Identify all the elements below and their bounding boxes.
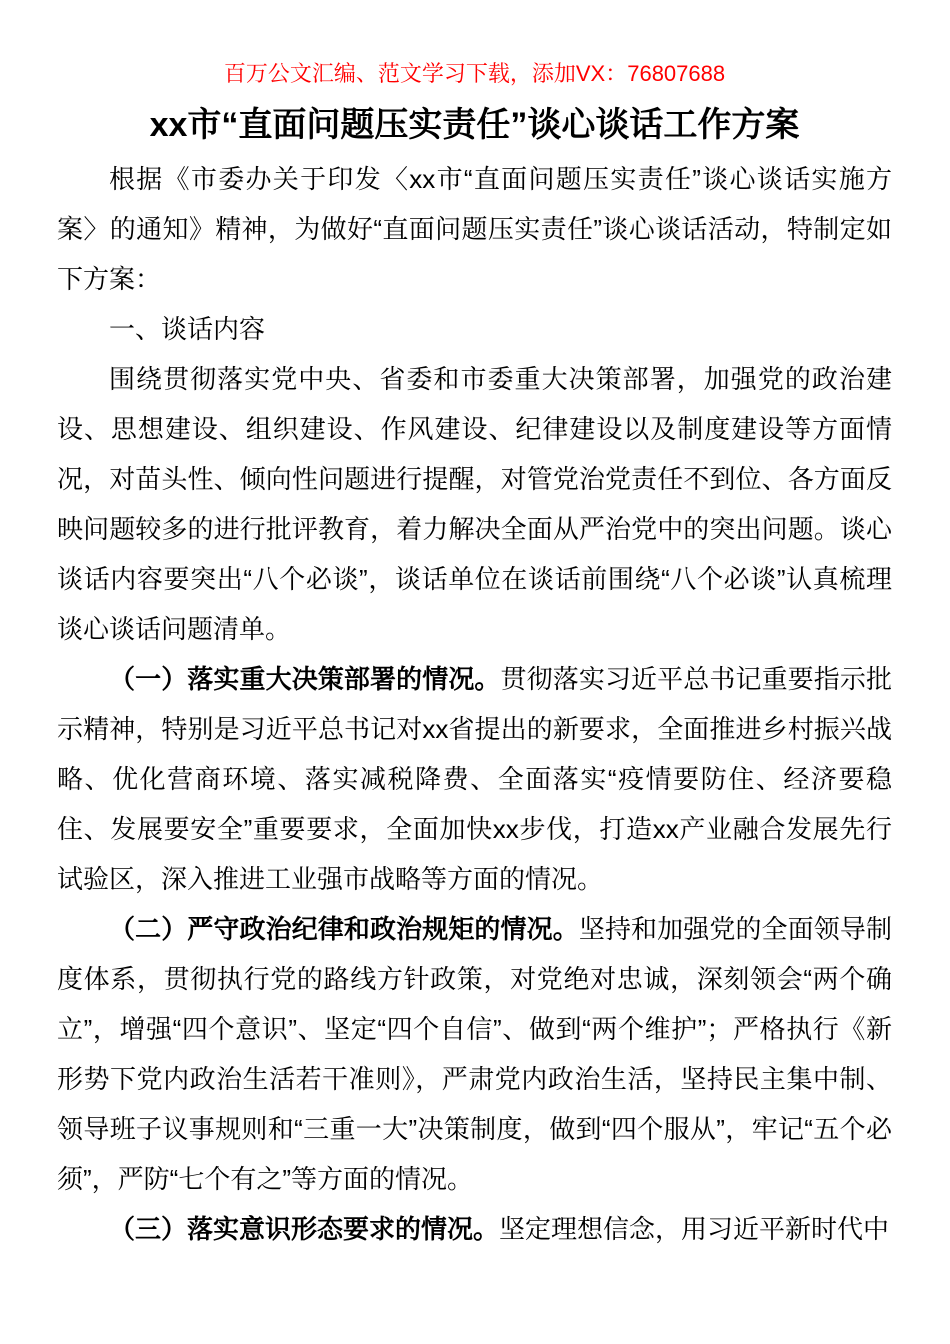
item-lead-bold: （一）落实重大决策部署的情况。 (109, 664, 501, 694)
numbered-item-paragraph-3 (57, 1204, 892, 1254)
numbered-item-paragraph-1 (57, 654, 892, 904)
section-one-heading: 一、谈话内容 (109, 314, 266, 344)
item-body-text: 坚定理想信念，用习近平新时代中 (499, 1214, 890, 1244)
section-one-intro-paragraph: 围绕贯彻落实党中央、省委和市委重大决策部署，加强党的政治建设、思想建设、组织建设、作风建设、纪律建设以及制度建设等方面情况，对苗头性、倾向性问题进行提醒，对管党治党责任不到位、各方面反映问题较多的进行批评教育，着力解决全面从严治党中的突出问题。谈心谈话内容要突出“八个必谈”，谈话单位在谈话前围绕“八个必谈”认真梳理谈心谈话问题清单。 (57, 364, 892, 644)
header-promo-notice: 百万公文汇编、范文学习下载，添加VX：76807688 (223, 61, 726, 86)
item-body-text: 坚持和加强党的全面领导制度体系，贯彻执行党的路线方针政策，对党绝对忠诚，深刻领会“两个确立”，增强“四个意识”、坚定“四个自信”、做到“两个维护”；严格执行《新形势下党内政治生活若干准则》，严肃党内政治生活，坚持民主集中制、领导班子议事规则和“三重一大”决策制度，做到“四个服从”，牢记“五个必须”，严防“七个有之”等方面的情况。 (57, 914, 892, 1194)
item-lead-bold: （二）严守政治纪律和政治规矩的情况。 (109, 914, 579, 944)
intro-paragraph: 根据《市委办关于印发〈xx市“直面问题压实责任”谈心谈话实施方案〉的通知》精神，为做好“直面问题压实责任”谈心谈话活动，特制定如下方案： (57, 164, 892, 294)
item-lead-bold: （三）落实意识形态要求的情况。 (109, 1214, 500, 1244)
numbered-item-paragraph-2 (57, 904, 892, 1204)
item-body-text: 贯彻落实习近平总书记重要指示批示精神，特别是习近平总书记对xx省提出的新要求，全面推进乡村振兴战略、优化营商环境、落实减税降费、全面落实“疫情要防住、经济要稳住、发展要安全”重要要求，全面加快xx步伐，打造xx产业融合发展先行试验区，深入推进工业强市战略等方面的情况。 (57, 664, 892, 894)
document-title: xx市“直面问题压实责任”谈心谈话工作方案 (149, 106, 800, 144)
